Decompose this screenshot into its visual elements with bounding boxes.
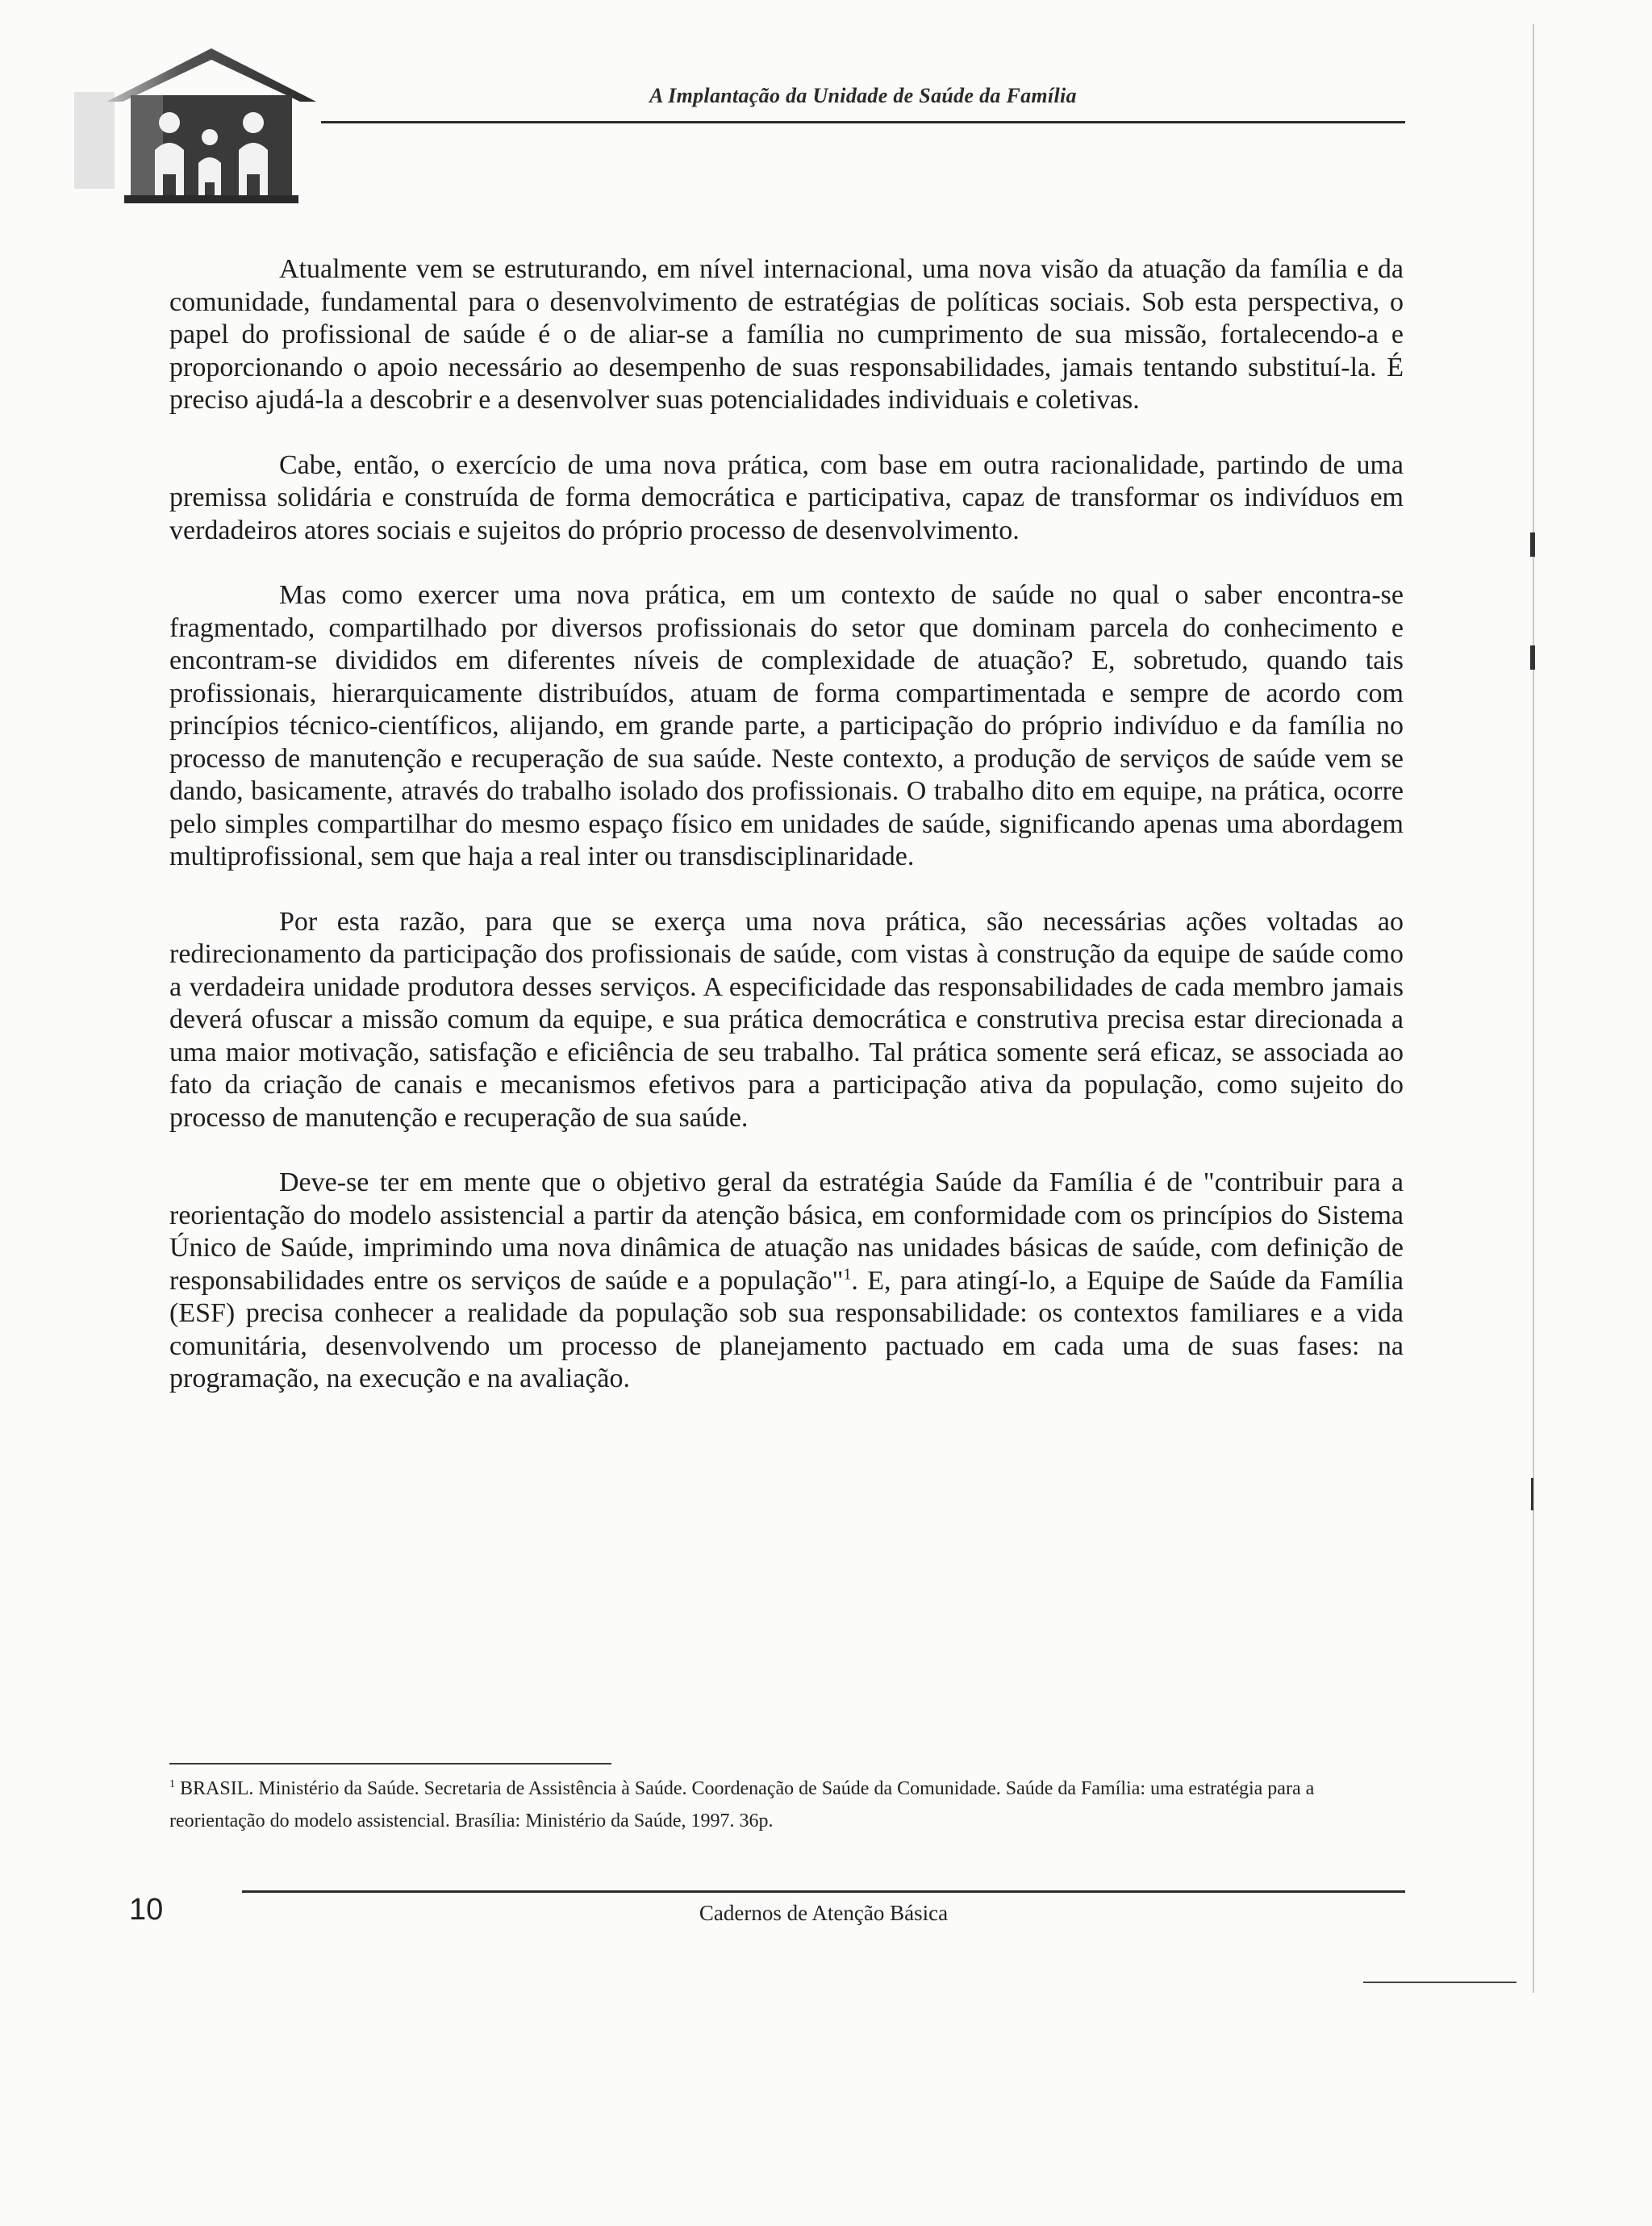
header-divider — [321, 121, 1405, 123]
scan-mark — [1531, 1478, 1533, 1510]
paragraph-text: Deve-se ter em mente que o objetivo geral da estratégia Saúde da Família é de "contribuir para a reorientação do modelo assistencial a partir da atenção básica, em conformidade com os princípios do Sistema Único de Saúde, imprimindo uma nova dinâmica de atuação nas unidades básicas de saúde, com definição de responsabilidades entre os serviços de saúde e a população" — [169, 1167, 1404, 1296]
paragraph: Atualmente vem se estruturando, em nível internacional, uma nova visão da atuação da família e da comunidade, fundamental para o desenvolvimento de estratégias de políticas sociais. Sob esta perspectiva, o papel do profissional de saúde é o de aliar-se a família no cumprimento de sua missão, fortalecendo-a e proporcionando o apoio necessário ao desempenho de suas responsabilidades, jamais tentando substituí-la. É preciso ajudá-la a descobrir e a desenvolver suas potencialidades individuais e coletivas. — [169, 254, 1404, 415]
paragraph: Cabe, então, o exercício de uma nova prática, com base em outra racionalidade, partindo de uma premissa solidária e construída de forma democrática e participativa, capaz de transformar os indivíduos em verdadeiros atores sociais e sujeitos do próprio processo de desenvolvimento. — [169, 449, 1404, 545]
scan-corner-line — [1363, 1982, 1516, 1983]
footnote-marker: 1 — [169, 1778, 175, 1790]
footer-divider — [242, 1890, 1405, 1893]
paragraph: Mas como exercer uma nova prática, em um contexto de saúde no qual o saber encontra-se fragmentado, compartilhado por diversos profissionais do setor que dominam parcela do conhecimento e encontram-se divididos em diferentes níveis de complexidade de atuação? E, sobretudo, quando tais profissionais, hierarquicamente distribuídos, atuam de forma compartimentada e sempre de acordo com princípios técnico-científicos, alijando, em grande parte, a participação do próprio indivíduo e da família no processo de manutenção e recuperação de sua saúde. Neste contexto, a produção de serviços de saúde vem se dando, basicamente, através do trabalho isolado dos profissionais. O trabalho dito em equipe, na prática, ocorre pelo simples compartilhar do mesmo espaço físico em unidades de saúde, significando apenas uma abordagem multiprofissional, sem que haja a real inter ou transdisciplinaridade. — [169, 580, 1404, 871]
body-text — [169, 253, 1404, 1428]
scan-mark — [1530, 645, 1535, 670]
scan-edge-line — [1533, 24, 1534, 1993]
footer-publication-title: Cadernos de Atenção Básica — [699, 1901, 949, 1925]
page-number: 10 — [129, 1893, 164, 1927]
running-header-title: A Implantação da Unidade de Saúde da Família — [649, 84, 1077, 107]
paragraph: Por esta razão, para que se exerça uma nova prática, são necessárias ações voltadas ao redirecionamento da participação dos profissionais de saúde, com vistas à construção da equipe de saúde como a verdadeira unidade produtora desses serviços. A especificidade das responsabilidades de cada membro jamais deverá ofuscar a missão comum da equipe, e sua prática democrática e construtiva precisa estar direcionada a uma maior motivação, satisfação e eficiência de seu trabalho. Tal prática somente será eficaz, se associada ao fato da criação de canais e mecanismos efetivos para a participação ativa da população, como sujeito do processo de manutenção e recuperação de sua saúde. — [169, 906, 1404, 1133]
scan-mark — [1530, 532, 1535, 557]
paragraph-with-citation — [169, 1167, 1404, 1396]
paragraph-text: . E, para atingí-lo, a Equipe de Saúde da Família (ESF) precisa conhecer a realidade da população sob sua responsabilidade: os contextos familiares e a vida comunitária, desenvolvendo um processo de planejamento pactuado em cada uma de suas fases: na programação, na execução e na avaliação. — [169, 1265, 1404, 1393]
house-family-logo-icon — [74, 45, 321, 205]
footnote-reference[interactable]: 1 — [843, 1265, 852, 1284]
footnote — [169, 1769, 1404, 1837]
footnote-divider — [169, 1763, 611, 1765]
footnote-text: BRASIL. Ministério da Saúde. Secretaria de Assistência à Saúde. Coordenação de Saúde da Comunidade. Saúde da Família: uma estratégia para a reorientação do modelo assistencial. Brasília: Ministério da Saúde, 1997. 36p. — [169, 1778, 1315, 1831]
